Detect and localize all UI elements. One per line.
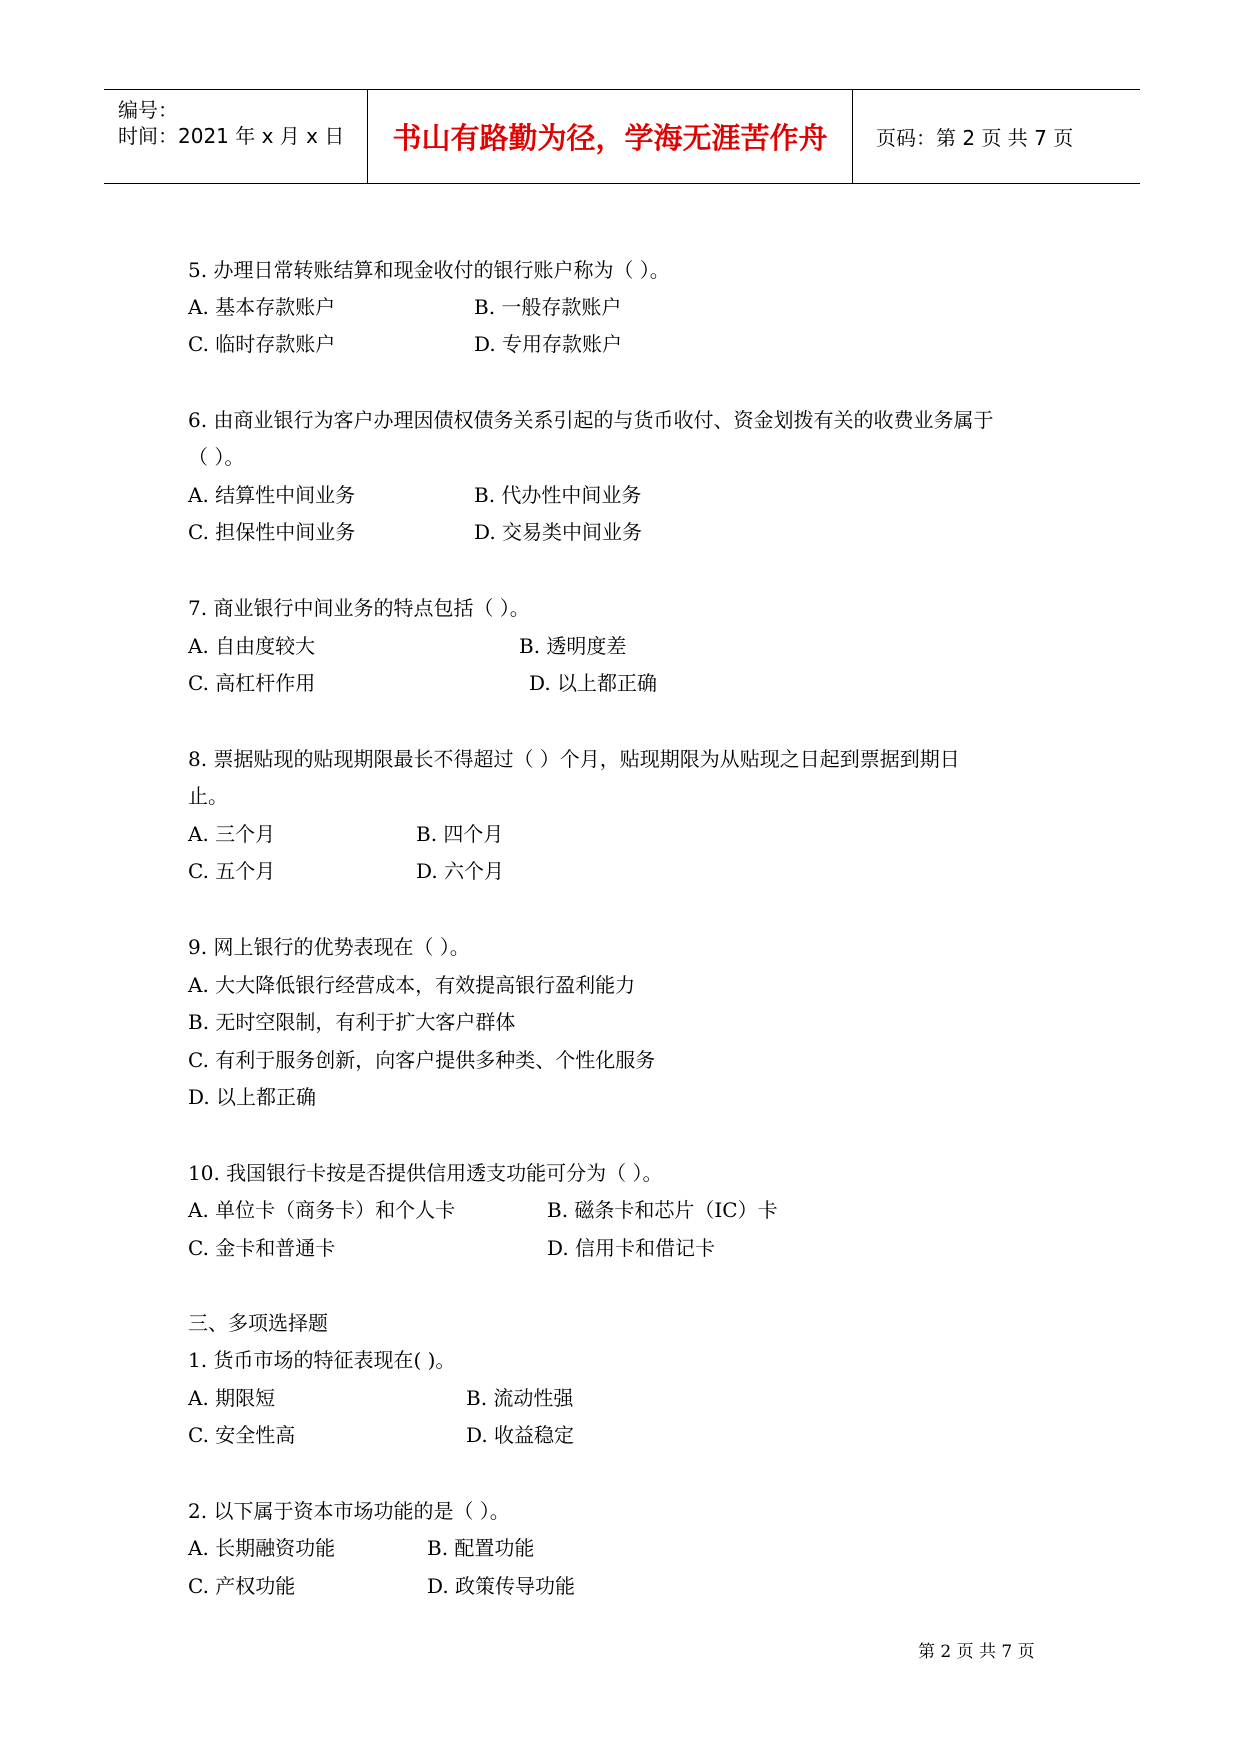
q10-option-d: D. 信用卡和借记卡 xyxy=(547,1236,716,1260)
m1-option-c: C. 安全性高 xyxy=(188,1423,296,1447)
q6-option-a: A. 结算性中间业务 xyxy=(188,483,356,507)
q9-option-c: C. 有利于服务创新，向客户提供多种类、个性化服务 xyxy=(188,1048,656,1072)
q5-option-a: A. 基本存款账户 xyxy=(188,295,336,319)
time-label: 时间：2021 年 x 月 x 日 xyxy=(118,124,345,148)
m1-option-b: B. 流动性强 xyxy=(466,1386,574,1410)
q5-option-b: B. 一般存款账户 xyxy=(474,295,622,319)
q7-option-a: A. 自由度较大 xyxy=(188,634,316,658)
number-label: 编号： xyxy=(118,98,178,122)
q8-option-c: C. 五个月 xyxy=(188,859,276,883)
q8-option-d: D. 六个月 xyxy=(416,859,505,883)
q10-option-c: C. 金卡和普通卡 xyxy=(188,1236,336,1260)
m1-option-d: D. 收益稳定 xyxy=(466,1423,575,1447)
m2-option-a: A. 长期融资功能 xyxy=(188,1536,336,1560)
q9-option-d: D. 以上都正确 xyxy=(188,1085,317,1109)
q8-option-b: B. 四个月 xyxy=(416,822,504,846)
q9-option-a: A. 大大降低银行经营成本，有效提高银行盈利能力 xyxy=(188,973,636,997)
q6-option-c: C. 担保性中间业务 xyxy=(188,520,356,544)
m2-option-c: C. 产权功能 xyxy=(188,1574,296,1598)
section-title: 三、多项选择题 xyxy=(188,1311,328,1335)
m2-stem: 2. 以下属于资本市场功能的是（ ）。 xyxy=(188,1499,510,1523)
header-page-label: 页码：第 2 页 共 7 页 xyxy=(876,126,1074,150)
q5-option-d: D. 专用存款账户 xyxy=(474,332,623,356)
page-header xyxy=(104,89,1140,184)
header-motto: 书山有路勤为径，学海无涯苦作舟 xyxy=(368,90,853,183)
q9-option-b: B. 无时空限制，有利于扩大客户群体 xyxy=(188,1010,516,1034)
q6-option-b: B. 代办性中间业务 xyxy=(474,483,642,507)
q8-stem-cont: 止。 xyxy=(188,784,228,808)
q10-stem: 10. 我国银行卡按是否提供信用透支功能可分为（ ）。 xyxy=(188,1161,663,1185)
m2-option-d: D. 政策传导功能 xyxy=(427,1574,576,1598)
q8-stem: 8. 票据贴现的贴现期限最长不得超过（ ）个月，贴现期限为从贴现之日起到票据到期日 xyxy=(188,747,960,771)
m1-stem: 1. 货币市场的特征表现在( )。 xyxy=(188,1348,456,1372)
page-footer: 第 2 页 共 7 页 xyxy=(918,1642,1035,1662)
m1-option-a: A. 期限短 xyxy=(188,1386,276,1410)
q10-option-a: A. 单位卡（商务卡）和个人卡 xyxy=(188,1198,456,1222)
q5-stem: 5. 办理日常转账结算和现金收付的银行账户称为（ ）。 xyxy=(188,258,670,282)
q8-option-a: A. 三个月 xyxy=(188,822,276,846)
q7-option-c: C. 高杠杆作用 xyxy=(188,671,316,695)
q6-stem: 6. 由商业银行为客户办理因债权债务关系引起的与货币收付、资金划拨有关的收费业务属于 xyxy=(188,408,994,432)
q7-option-d: D. 以上都正确 xyxy=(529,671,658,695)
q10-option-b: B. 磁条卡和芯片（IC）卡 xyxy=(547,1198,778,1222)
q7-stem: 7. 商业银行中间业务的特点包括（ ）。 xyxy=(188,596,530,620)
q7-option-b: B. 透明度差 xyxy=(519,634,627,658)
q6-stem-cont: （ ）。 xyxy=(188,445,245,469)
q6-option-d: D. 交易类中间业务 xyxy=(474,520,643,544)
q9-stem: 9. 网上银行的优势表现在（ ）。 xyxy=(188,935,470,959)
q5-option-c: C. 临时存款账户 xyxy=(188,332,336,356)
m2-option-b: B. 配置功能 xyxy=(427,1536,535,1560)
header-info-cell xyxy=(104,90,368,183)
